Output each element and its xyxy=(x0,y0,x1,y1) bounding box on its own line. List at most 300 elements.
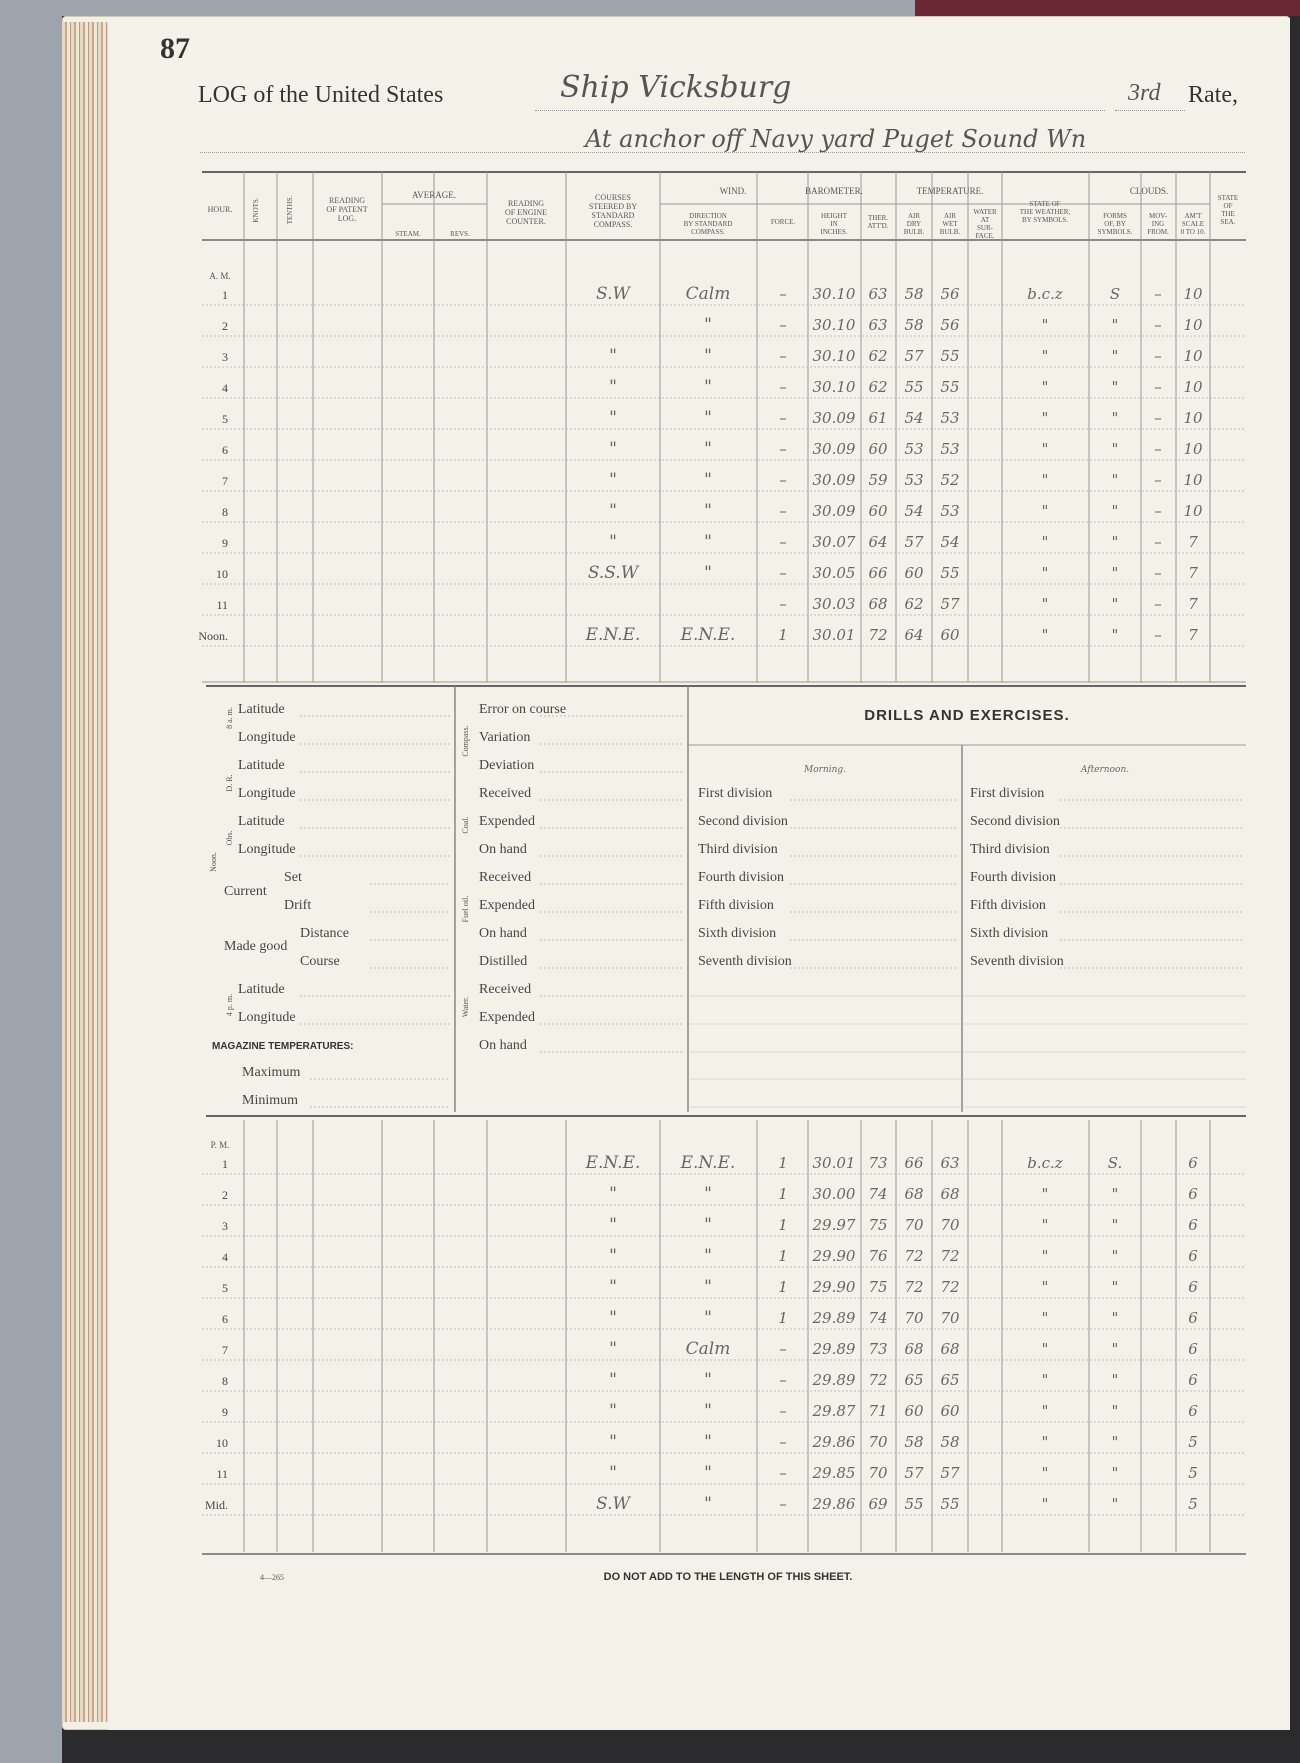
position-field-2: Longitude xyxy=(238,730,296,745)
am-dir-5: " xyxy=(704,408,712,428)
am-wx-4: " xyxy=(1041,378,1049,396)
am-mov-8: – xyxy=(1154,502,1162,520)
column-engine-counter-header: COUNTER. xyxy=(506,217,546,226)
pm-wx-1: b.c.z xyxy=(1027,1154,1063,1172)
drills-afternoon-label: Afternoon. xyxy=(1080,765,1130,775)
pm-course-11: " xyxy=(609,1463,617,1483)
column-barometer-height-header: HEIGHT xyxy=(820,212,848,220)
pm-ther-12: 69 xyxy=(868,1495,888,1513)
am-dir-7: " xyxy=(704,470,712,490)
am-amt-12: 7 xyxy=(1188,626,1198,644)
pm-ht-4: 29.90 xyxy=(812,1247,856,1265)
column-revs-header: REVS. xyxy=(450,230,470,238)
am-hour-6: 6 xyxy=(222,443,228,457)
fuel-oil-group-label: Fuel oil. xyxy=(461,895,470,923)
column-sea-header: THE xyxy=(1221,210,1235,218)
pm-ther-1: 73 xyxy=(868,1154,888,1172)
pm-amt-5: 6 xyxy=(1188,1278,1198,1296)
page-number: 87 xyxy=(160,32,190,65)
pm-wx-10: " xyxy=(1041,1433,1049,1451)
pm-wet-4: 72 xyxy=(940,1247,960,1265)
pm-wet-11: 57 xyxy=(940,1464,960,1482)
am-amt-1: 10 xyxy=(1183,285,1203,303)
made-good-course-label: Course xyxy=(300,954,340,969)
am-dir-12: E.N.E. xyxy=(680,625,736,645)
pm-wx-2: " xyxy=(1041,1185,1049,1203)
am-hour-5: 5 xyxy=(222,412,228,426)
am-dry-7: 53 xyxy=(904,471,924,489)
am-wet-5: 53 xyxy=(940,409,960,427)
pm-amt-12: 5 xyxy=(1188,1495,1198,1513)
pm-dry-8: 65 xyxy=(904,1371,924,1389)
pm-course-1: E.N.E. xyxy=(585,1153,641,1173)
pm-wx-8: " xyxy=(1041,1371,1049,1389)
am-amt-5: 10 xyxy=(1183,409,1203,427)
column-wind-direction-header: BY STANDARD xyxy=(683,220,733,228)
am-ther-6: 60 xyxy=(868,440,888,458)
am-wet-12: 60 xyxy=(940,626,960,644)
am-hour-1: 1 xyxy=(222,288,228,302)
pm-label: P. M. xyxy=(210,1140,230,1150)
stores-field-3: Deviation xyxy=(479,758,535,773)
pm-ther-11: 70 xyxy=(868,1464,888,1482)
afternoon-division-1: First division xyxy=(970,786,1045,801)
am-ther-3: 62 xyxy=(868,347,888,365)
column-weather-header: BY SYMBOLS. xyxy=(1021,216,1069,224)
pm-dir-12: " xyxy=(704,1494,712,1514)
pm-form-10: " xyxy=(1111,1433,1119,1451)
am-wx-1: b.c.z xyxy=(1027,285,1063,303)
pm-dry-9: 60 xyxy=(904,1402,924,1420)
am-dry-5: 54 xyxy=(904,409,924,427)
am-course-3: " xyxy=(609,346,617,366)
stores-field-4: Received xyxy=(479,786,532,801)
pm-form-6: " xyxy=(1111,1309,1119,1327)
stores-field-8: Expended xyxy=(479,898,535,913)
pm-hour-3: 3 xyxy=(222,1219,228,1233)
pm-amt-3: 6 xyxy=(1188,1216,1198,1234)
am-form-3: " xyxy=(1111,347,1119,365)
pm-amt-4: 6 xyxy=(1188,1247,1198,1265)
column-knots-header: KNOTS. xyxy=(252,197,260,223)
am-amt-7: 10 xyxy=(1183,471,1203,489)
column-courses-header: COMPASS. xyxy=(593,220,633,229)
pm-dir-7: Calm xyxy=(685,1339,731,1359)
compass-group-label: Compass. xyxy=(461,725,470,757)
pm-dry-3: 70 xyxy=(904,1216,924,1234)
pm-dir-2: " xyxy=(704,1184,712,1204)
am-wx-11: " xyxy=(1041,595,1049,613)
pm-force-11: – xyxy=(779,1464,787,1482)
am-dry-2: 58 xyxy=(904,316,924,334)
pm-amt-7: 6 xyxy=(1188,1340,1198,1358)
am-course-5: " xyxy=(609,408,617,428)
pm-ther-2: 74 xyxy=(868,1185,888,1203)
pm-form-7: " xyxy=(1111,1340,1119,1358)
stores-field-2: Variation xyxy=(479,730,531,745)
pm-wet-7: 68 xyxy=(940,1340,960,1358)
pm-amt-2: 6 xyxy=(1188,1185,1198,1203)
pm-hour-10: 10 xyxy=(216,1436,228,1450)
pm-dry-11: 57 xyxy=(904,1464,924,1482)
afternoon-division-4: Fourth division xyxy=(970,870,1056,885)
rate-value: 3rd xyxy=(1128,80,1161,106)
am-wet-3: 55 xyxy=(940,347,960,365)
made-good-distance-label: Distance xyxy=(300,926,349,941)
pm-ther-5: 75 xyxy=(868,1278,888,1296)
pm-wet-2: 68 xyxy=(940,1185,960,1203)
pm-wx-9: " xyxy=(1041,1402,1049,1420)
label-dr: D. R. xyxy=(225,774,234,792)
pm-form-1: S. xyxy=(1107,1154,1123,1172)
pm-ht-3: 29.97 xyxy=(812,1216,856,1234)
am-force-1: – xyxy=(779,285,787,303)
morning-division-3: Third division xyxy=(698,842,778,857)
pm-force-10: – xyxy=(779,1433,787,1451)
am-hour-7: 7 xyxy=(222,474,228,488)
am-form-1: S xyxy=(1109,285,1121,303)
am-dry-11: 62 xyxy=(904,595,924,613)
am-dry-4: 55 xyxy=(904,378,924,396)
am-ther-11: 68 xyxy=(868,595,888,613)
am-wx-6: " xyxy=(1041,440,1049,458)
am-wx-9: " xyxy=(1041,533,1049,551)
pm-wx-7: " xyxy=(1041,1340,1049,1358)
position-field-1: Latitude xyxy=(238,702,285,717)
am-form-7: " xyxy=(1111,471,1119,489)
am-wet-6: 53 xyxy=(940,440,960,458)
pm-force-4: 1 xyxy=(778,1247,788,1265)
am-dry-6: 53 xyxy=(904,440,924,458)
pm-wet-1: 63 xyxy=(940,1154,960,1172)
column-courses-header: STANDARD xyxy=(591,211,635,220)
column-air-dry-header: DRY xyxy=(906,220,922,228)
pm-wx-6: " xyxy=(1041,1309,1049,1327)
column-sea-header: OF xyxy=(1223,202,1233,210)
column-tenths-header: TENTHS. xyxy=(286,195,294,225)
am-amt-6: 10 xyxy=(1183,440,1203,458)
position-field-6: Longitude xyxy=(238,842,296,857)
column-air-dry-header: BULB. xyxy=(903,228,925,236)
label-8am: 8 a. m. xyxy=(225,707,234,729)
stores-field-10: Distilled xyxy=(479,954,528,969)
pm-form-3: " xyxy=(1111,1216,1119,1234)
column-barometer-header: BAROMETER. xyxy=(805,186,863,196)
column-barometer-height-header: INCHES. xyxy=(820,228,848,236)
am-mov-5: – xyxy=(1154,409,1162,427)
am-ht-4: 30.10 xyxy=(812,378,856,396)
pm-wet-12: 55 xyxy=(940,1495,960,1513)
am-hour-3: 3 xyxy=(222,350,228,364)
pm-wx-12: " xyxy=(1041,1495,1049,1513)
column-wind-direction-header: COMPASS. xyxy=(691,228,725,236)
column-wind-header: WIND. xyxy=(719,186,747,196)
am-dry-8: 54 xyxy=(904,502,924,520)
drills-title: DRILLS AND EXERCISES. xyxy=(864,707,1070,724)
pm-ht-1: 30.01 xyxy=(812,1154,856,1172)
column-courses-header: COURSES xyxy=(594,193,632,202)
am-wx-8: " xyxy=(1041,502,1049,520)
am-force-4: – xyxy=(779,378,787,396)
am-wet-7: 52 xyxy=(940,471,960,489)
am-form-11: " xyxy=(1111,595,1119,613)
am-mov-1: – xyxy=(1154,285,1162,303)
log-title: LOG of the United States xyxy=(198,82,444,108)
pm-course-10: " xyxy=(609,1432,617,1452)
label-obs: Obs. xyxy=(225,830,234,846)
am-form-2: " xyxy=(1111,316,1119,334)
am-mov-2: – xyxy=(1154,316,1162,334)
am-ht-7: 30.09 xyxy=(812,471,856,489)
pm-hour-8: 8 xyxy=(222,1374,228,1388)
pm-amt-6: 6 xyxy=(1188,1309,1198,1327)
pm-course-9: " xyxy=(609,1401,617,1421)
column-barometer-height-header: IN xyxy=(830,220,838,228)
am-course-6: " xyxy=(609,439,617,459)
am-mov-11: – xyxy=(1154,595,1162,613)
column-engine-counter-header: READING xyxy=(508,199,544,208)
am-dry-1: 58 xyxy=(904,285,924,303)
am-form-5: " xyxy=(1111,409,1119,427)
am-amt-4: 10 xyxy=(1183,378,1203,396)
pm-ht-9: 29.87 xyxy=(812,1402,856,1420)
pm-ther-7: 73 xyxy=(868,1340,888,1358)
pm-dir-1: E.N.E. xyxy=(680,1153,736,1173)
am-wx-3: " xyxy=(1041,347,1049,365)
stores-field-11: Received xyxy=(479,982,532,997)
column-courses-header: STEERED BY xyxy=(588,202,638,211)
am-mov-6: – xyxy=(1154,440,1162,458)
pm-form-8: " xyxy=(1111,1371,1119,1389)
am-wx-7: " xyxy=(1041,471,1049,489)
am-wet-10: 55 xyxy=(940,564,960,582)
column-air-wet-header: WET xyxy=(942,220,958,228)
pm-hour-6: 6 xyxy=(222,1312,228,1326)
pm-dir-9: " xyxy=(704,1401,712,1421)
am-amt-9: 7 xyxy=(1188,533,1198,551)
am-force-10: – xyxy=(779,564,787,582)
pm-ht-6: 29.89 xyxy=(812,1309,856,1327)
position-field-5: Latitude xyxy=(238,814,285,829)
column-water-header: AT xyxy=(980,216,990,224)
pm-force-6: 1 xyxy=(778,1309,788,1327)
pm-dir-8: " xyxy=(704,1370,712,1390)
pm-hour-4: 4 xyxy=(222,1250,228,1264)
am-force-5: – xyxy=(779,409,787,427)
column-cloud-forms-header: OF, BY xyxy=(1104,220,1126,228)
am-wet-11: 57 xyxy=(940,595,960,613)
am-mov-7: – xyxy=(1154,471,1162,489)
pm-force-1: 1 xyxy=(778,1154,788,1172)
column-cloud-forms-header: SYMBOLS. xyxy=(1097,228,1133,236)
pm-dry-6: 70 xyxy=(904,1309,924,1327)
morning-division-2: Second division xyxy=(698,814,788,829)
pm-force-7: – xyxy=(779,1340,787,1358)
column-steam-header: STEAM. xyxy=(395,230,421,238)
am-ther-1: 63 xyxy=(868,285,888,303)
rate-label: Rate, xyxy=(1188,82,1238,108)
stores-field-12: Expended xyxy=(479,1010,535,1025)
am-form-4: " xyxy=(1111,378,1119,396)
pm-force-9: – xyxy=(779,1402,787,1420)
footer-notice: DO NOT ADD TO THE LENGTH OF THIS SHEET. xyxy=(603,1571,853,1583)
am-ther-8: 60 xyxy=(868,502,888,520)
pm-wx-3: " xyxy=(1041,1216,1049,1234)
afternoon-division-5: Fifth division xyxy=(970,898,1046,913)
pm-ht-11: 29.85 xyxy=(812,1464,856,1482)
column-clouds-header: CLOUDS. xyxy=(1129,186,1169,196)
am-mov-4: – xyxy=(1154,378,1162,396)
column-water-header: SUR- xyxy=(977,224,993,232)
stores-field-7: Received xyxy=(479,870,532,885)
am-hour-9: 9 xyxy=(222,536,228,550)
am-ht-1: 30.10 xyxy=(812,285,856,303)
am-dry-10: 60 xyxy=(904,564,924,582)
morning-division-6: Sixth division xyxy=(698,926,777,941)
pm-dry-2: 68 xyxy=(904,1185,924,1203)
am-dir-4: " xyxy=(704,377,712,397)
am-ht-10: 30.05 xyxy=(812,564,856,582)
pm-dir-3: " xyxy=(704,1215,712,1235)
pm-force-3: 1 xyxy=(778,1216,788,1234)
pm-course-6: " xyxy=(609,1308,617,1328)
column-air-wet-header: AIR xyxy=(943,212,957,220)
am-label: A. M. xyxy=(209,271,231,281)
am-ther-4: 62 xyxy=(868,378,888,396)
longitude-4pm: Longitude xyxy=(238,1010,296,1025)
column-ther-attd-header: ATT'D. xyxy=(867,222,889,230)
latitude-4pm: Latitude xyxy=(238,982,285,997)
am-course-7: " xyxy=(609,470,617,490)
pm-ther-6: 74 xyxy=(868,1309,888,1327)
am-dir-8: " xyxy=(704,501,712,521)
pm-dry-10: 58 xyxy=(904,1433,924,1451)
pm-dir-6: " xyxy=(704,1308,712,1328)
column-weather-header: THE WEATHER, xyxy=(1019,208,1071,216)
am-form-9: " xyxy=(1111,533,1119,551)
column-air-dry-header: AIR xyxy=(907,212,921,220)
coal-group-label: Coal. xyxy=(461,816,470,834)
pm-wet-8: 65 xyxy=(940,1371,960,1389)
column-ther-attd-header: THER. xyxy=(867,214,889,222)
pm-hour-11: 11 xyxy=(216,1467,228,1481)
column-water-header: WATER xyxy=(973,208,997,216)
pm-course-8: " xyxy=(609,1370,617,1390)
pm-form-9: " xyxy=(1111,1402,1119,1420)
am-form-10: " xyxy=(1111,564,1119,582)
pm-course-12: S.W xyxy=(596,1494,630,1514)
am-ther-2: 63 xyxy=(868,316,888,334)
stores-field-1: Error on course xyxy=(479,702,567,717)
afternoon-division-6: Sixth division xyxy=(970,926,1049,941)
am-wet-4: 55 xyxy=(940,378,960,396)
am-mov-9: – xyxy=(1154,533,1162,551)
am-force-11: – xyxy=(779,595,787,613)
am-wet-9: 54 xyxy=(940,533,960,551)
form-code: 4—265 xyxy=(260,1573,284,1582)
pm-force-5: 1 xyxy=(778,1278,788,1296)
am-hour-4: 4 xyxy=(222,381,228,395)
column-cloud-moving-header: MOV- xyxy=(1148,212,1168,220)
pm-form-12: " xyxy=(1111,1495,1119,1513)
column-hour-header: HOUR. xyxy=(207,205,233,214)
made-good-label: Made good xyxy=(224,939,288,954)
am-ther-12: 72 xyxy=(868,626,888,644)
am-force-12: 1 xyxy=(778,626,788,644)
am-course-1: S.W xyxy=(596,284,630,304)
ship-name: Ship Vicksburg xyxy=(560,70,792,105)
am-ther-9: 64 xyxy=(868,533,888,551)
pm-ther-10: 70 xyxy=(868,1433,888,1451)
pm-dir-5: " xyxy=(704,1277,712,1297)
pm-amt-10: 5 xyxy=(1188,1433,1198,1451)
water-group-label: Water. xyxy=(461,996,470,1018)
afternoon-division-7: Seventh division xyxy=(970,954,1064,969)
pm-dry-12: 55 xyxy=(904,1495,924,1513)
am-course-12: E.N.E. xyxy=(585,625,641,645)
am-hour-12: Noon. xyxy=(198,629,228,643)
am-form-12: " xyxy=(1111,626,1119,644)
am-force-8: – xyxy=(779,502,787,520)
am-ht-11: 30.03 xyxy=(812,595,856,613)
am-amt-11: 7 xyxy=(1188,595,1198,613)
pm-hour-1: 1 xyxy=(222,1157,228,1171)
column-sea-header: STATE xyxy=(1217,194,1239,202)
am-amt-8: 10 xyxy=(1183,502,1203,520)
stores-field-9: On hand xyxy=(479,926,527,941)
morning-division-1: First division xyxy=(698,786,773,801)
position-field-4: Longitude xyxy=(238,786,296,801)
pm-dir-10: " xyxy=(704,1432,712,1452)
pm-course-4: " xyxy=(609,1246,617,1266)
pm-ht-5: 29.90 xyxy=(812,1278,856,1296)
column-air-wet-header: BULB. xyxy=(939,228,961,236)
pm-amt-8: 6 xyxy=(1188,1371,1198,1389)
morning-division-5: Fifth division xyxy=(698,898,774,913)
pm-dry-7: 68 xyxy=(904,1340,924,1358)
am-course-10: S.S.W xyxy=(587,563,639,583)
pm-wet-10: 58 xyxy=(940,1433,960,1451)
pm-wet-5: 72 xyxy=(940,1278,960,1296)
column-weather-header: STATE OF xyxy=(1029,200,1061,208)
pm-hour-5: 5 xyxy=(222,1281,228,1295)
pm-dir-4: " xyxy=(704,1246,712,1266)
am-ht-12: 30.01 xyxy=(812,626,856,644)
am-ht-5: 30.09 xyxy=(812,409,856,427)
am-hour-11: 11 xyxy=(216,598,228,612)
magazine-minimum-label: Minimum xyxy=(242,1093,299,1108)
pm-force-8: – xyxy=(779,1371,787,1389)
pm-course-2: " xyxy=(609,1184,617,1204)
pm-amt-9: 6 xyxy=(1188,1402,1198,1420)
pm-ther-8: 72 xyxy=(868,1371,888,1389)
pm-ther-3: 75 xyxy=(868,1216,888,1234)
column-cloud-moving-header: FROM. xyxy=(1147,228,1169,236)
label-noon: Noon. xyxy=(209,852,218,872)
column-cloud-amount-header: AM'T xyxy=(1184,212,1202,220)
am-wet-8: 53 xyxy=(940,502,960,520)
pm-dry-4: 72 xyxy=(904,1247,924,1265)
am-ht-8: 30.09 xyxy=(812,502,856,520)
pm-course-3: " xyxy=(609,1215,617,1235)
pm-ht-7: 29.89 xyxy=(812,1340,856,1358)
am-mov-10: – xyxy=(1154,564,1162,582)
am-ht-6: 30.09 xyxy=(812,440,856,458)
am-ht-9: 30.07 xyxy=(812,533,856,551)
label-4pm: 4 p. m. xyxy=(225,993,234,1017)
am-wet-2: 56 xyxy=(940,316,960,334)
magazine-maximum-label: Maximum xyxy=(242,1065,301,1080)
